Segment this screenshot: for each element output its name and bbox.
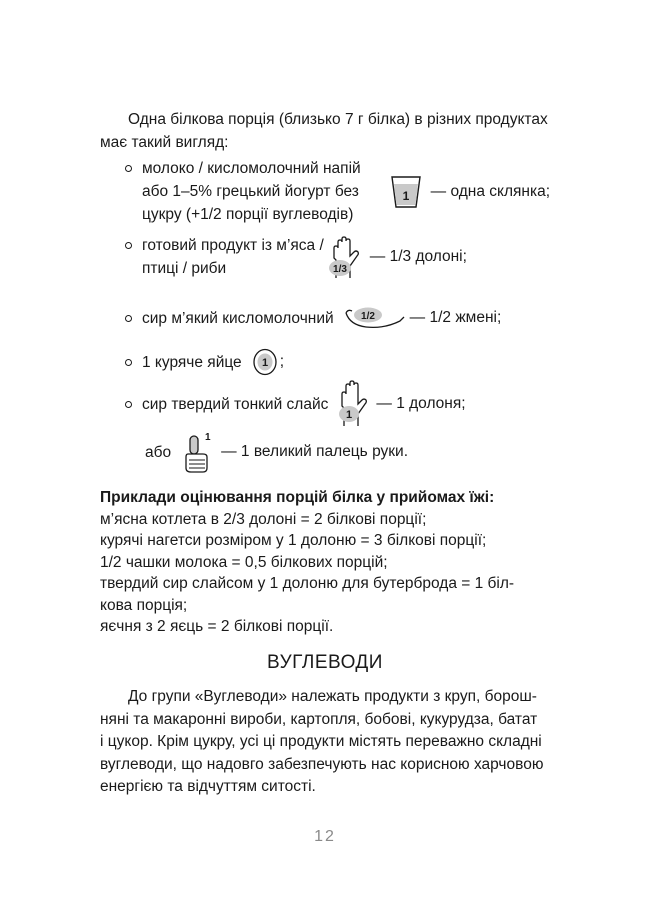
bullet-icon bbox=[125, 315, 132, 322]
intro-line-2: має такий вигляд: bbox=[100, 134, 229, 151]
list-item-suffix: — 1/2 жмені; bbox=[409, 309, 502, 326]
list-item-milk bbox=[125, 157, 550, 226]
carbs-paragraph bbox=[100, 686, 588, 799]
bullet-icon bbox=[125, 242, 132, 249]
list-item-suffix: — 1 долоня; bbox=[376, 395, 466, 412]
thumb-icon bbox=[183, 430, 215, 474]
example-line: 1/2 чашки молока = 0,5 білкових порцій; bbox=[100, 553, 388, 571]
bullet-icon bbox=[125, 165, 132, 172]
intro-paragraph bbox=[100, 108, 590, 154]
palm-icon bbox=[334, 380, 372, 428]
carbs-line: До групи «Вуглеводи» належать продукти з круп, борош- bbox=[128, 688, 537, 705]
list-item-suffix: ; bbox=[279, 353, 284, 370]
cupped-hand-icon bbox=[344, 305, 406, 331]
list-item-thumb bbox=[145, 430, 408, 474]
list-item-suffix: — 1 великий палець руки. bbox=[221, 443, 409, 460]
svg-text:1: 1 bbox=[402, 188, 410, 203]
example-line: яєчня з 2 яєць = 2 білкові порції. bbox=[100, 618, 334, 635]
bullet-icon bbox=[125, 359, 132, 366]
list-item-text: молоко / кисломолочний напій або 1–5% грецький йогурт без цукру (+1/2 порції вуглеводів) bbox=[142, 160, 361, 223]
list-item-meat bbox=[125, 234, 467, 280]
list-item-text: сир твердий тонкий слайс bbox=[142, 395, 329, 413]
list-item-text: або bbox=[145, 443, 172, 461]
list-item-text: готовий продукт із м’яса / птиці / риби bbox=[142, 237, 324, 277]
list-item-hard-cheese bbox=[125, 380, 466, 428]
list-item-text: сир м’який кисломолочний bbox=[142, 309, 334, 327]
carbs-line: і цукор. Крім цукру, усі ці продукти містять переважно складні bbox=[100, 733, 542, 750]
page-number: 12 bbox=[314, 828, 336, 845]
intro-line-1: Одна білкова порція (близько 7 г білка) в різних продуктах bbox=[128, 111, 548, 128]
svg-text:1: 1 bbox=[205, 432, 211, 443]
examples-block bbox=[100, 487, 570, 638]
list-item-soft-cheese bbox=[125, 305, 501, 331]
egg-icon bbox=[252, 348, 278, 376]
list-item-suffix: — 1/3 долоні; bbox=[369, 248, 467, 265]
bullet-icon bbox=[125, 401, 132, 408]
list-item-egg bbox=[125, 348, 284, 376]
svg-text:1: 1 bbox=[261, 357, 268, 369]
carbs-line: вуглеводи, що надовго забезпечують нас корисною харчовою bbox=[100, 755, 544, 773]
svg-text:1/3: 1/3 bbox=[332, 264, 347, 275]
svg-text:1: 1 bbox=[346, 409, 353, 421]
carbs-line: няні та макаронні вироби, картопля, бобові, кукурудза, батат bbox=[100, 710, 538, 728]
example-line: курячі нагетси розміром у 1 долоню = 3 білкові порції; bbox=[100, 532, 487, 549]
example-line: м’ясна котлета в 2/3 долоні = 2 білкові порції; bbox=[100, 510, 427, 528]
examples-heading: Приклади оцінювання порцій білка у прийомах їжі: bbox=[100, 489, 495, 506]
carbs-line: енергією та відчуттям ситості. bbox=[100, 778, 316, 795]
list-item-suffix: — одна склянка; bbox=[430, 182, 551, 200]
glass-icon bbox=[389, 174, 423, 210]
example-line: кова порція; bbox=[100, 596, 188, 614]
example-line: твердий сир слайсом у 1 долоню для бутерброда = 1 біл- bbox=[100, 575, 515, 592]
palm-icon bbox=[328, 234, 366, 280]
svg-text:1/2: 1/2 bbox=[360, 311, 375, 322]
section-title: ВУГЛЕВОДИ bbox=[267, 652, 383, 673]
list-item-text: 1 куряче яйце bbox=[142, 353, 242, 371]
